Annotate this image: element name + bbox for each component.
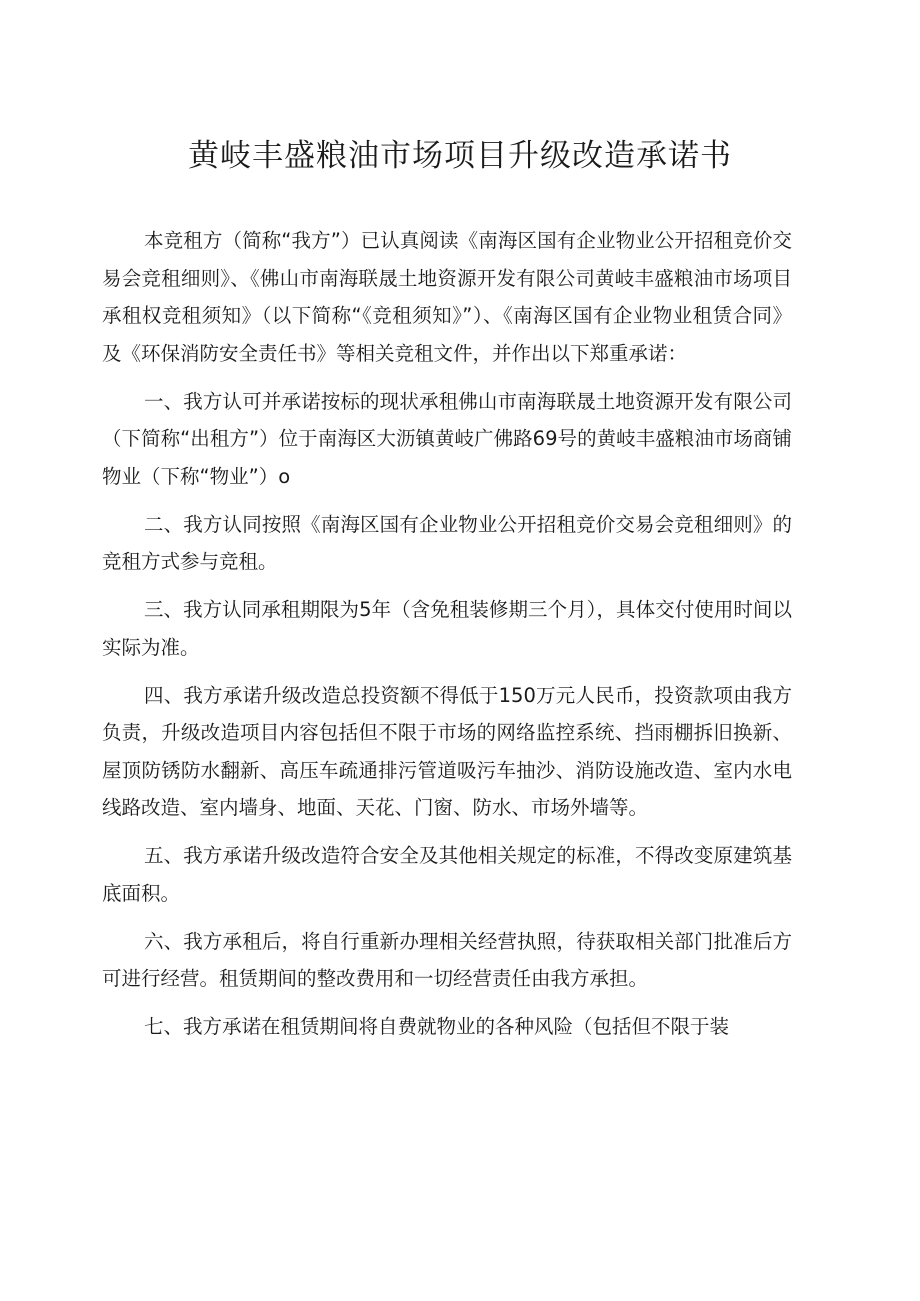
paragraph-intro: 本竞租方（简称“我方”）已认真阅读《南海区国有企业物业公开招租竞价交易会竞租细则》、《佛山市南海联晟土地资源开发有限公司黄岐丰盛粮油市场项目承租权竞租须知》（以下简称“《竞租须知》”）、《南海区国有企业物业租赁合同》及《环保消防安全责任书》等相关竞租文件，并作出以下郑重承诺： — [102, 229, 792, 365]
paragraph-item-5: 五、我方承诺升级改造符合安全及其他相关规定的标准，不得改变原建筑基底面积。 — [102, 844, 792, 905]
document-title: 黄岐丰盛粮油市场项目升级改造承诺书 — [188, 138, 732, 174]
paragraph-item-2: 二、我方认同按照《南海区国有企业物业公开招租竞价交易会竞租细则》的竞租方式参与竞租。 — [102, 512, 792, 573]
paragraph-item-3: 三、我方认同承租期限为5年（含免租装修期三个月），具体交付使用时间以实际为准。 — [102, 598, 792, 659]
paragraph-item-6: 六、我方承租后，将自行重新办理相关经营执照，待获取相关部门批准后方可进行经营。租赁期间的整改费用和一切经营责任由我方承担。 — [102, 929, 792, 990]
paragraph-item-1: 一、我方认可并承诺按标的现状承租佛山市南海联晟土地资源开发有限公司（下简称“出租方”）位于南海区大沥镇黄岐广佛路69号的黄岐丰盛粮油市场商铺物业（下称“物业”）o — [102, 389, 792, 488]
document-body — [102, 222, 792, 1056]
paragraph-item-4: 四、我方承诺升级改造总投资额不得低于150万元人民币，投资款项由我方负责，升级改造项目内容包括但不限于市场的网络监控系统、挡雨棚拆旧换新、屋顶防锈防水翻新、高压车疏通排污管道吸污车抽沙、消防设施改造、室内水电线路改造、室内墙身、地面、天花、门窗、防水、市场外墙等。 — [102, 683, 792, 819]
paragraph-item-7: 七、我方承诺在租赁期间将自费就物业的各种风险（包括但不限于装 — [144, 1015, 730, 1038]
